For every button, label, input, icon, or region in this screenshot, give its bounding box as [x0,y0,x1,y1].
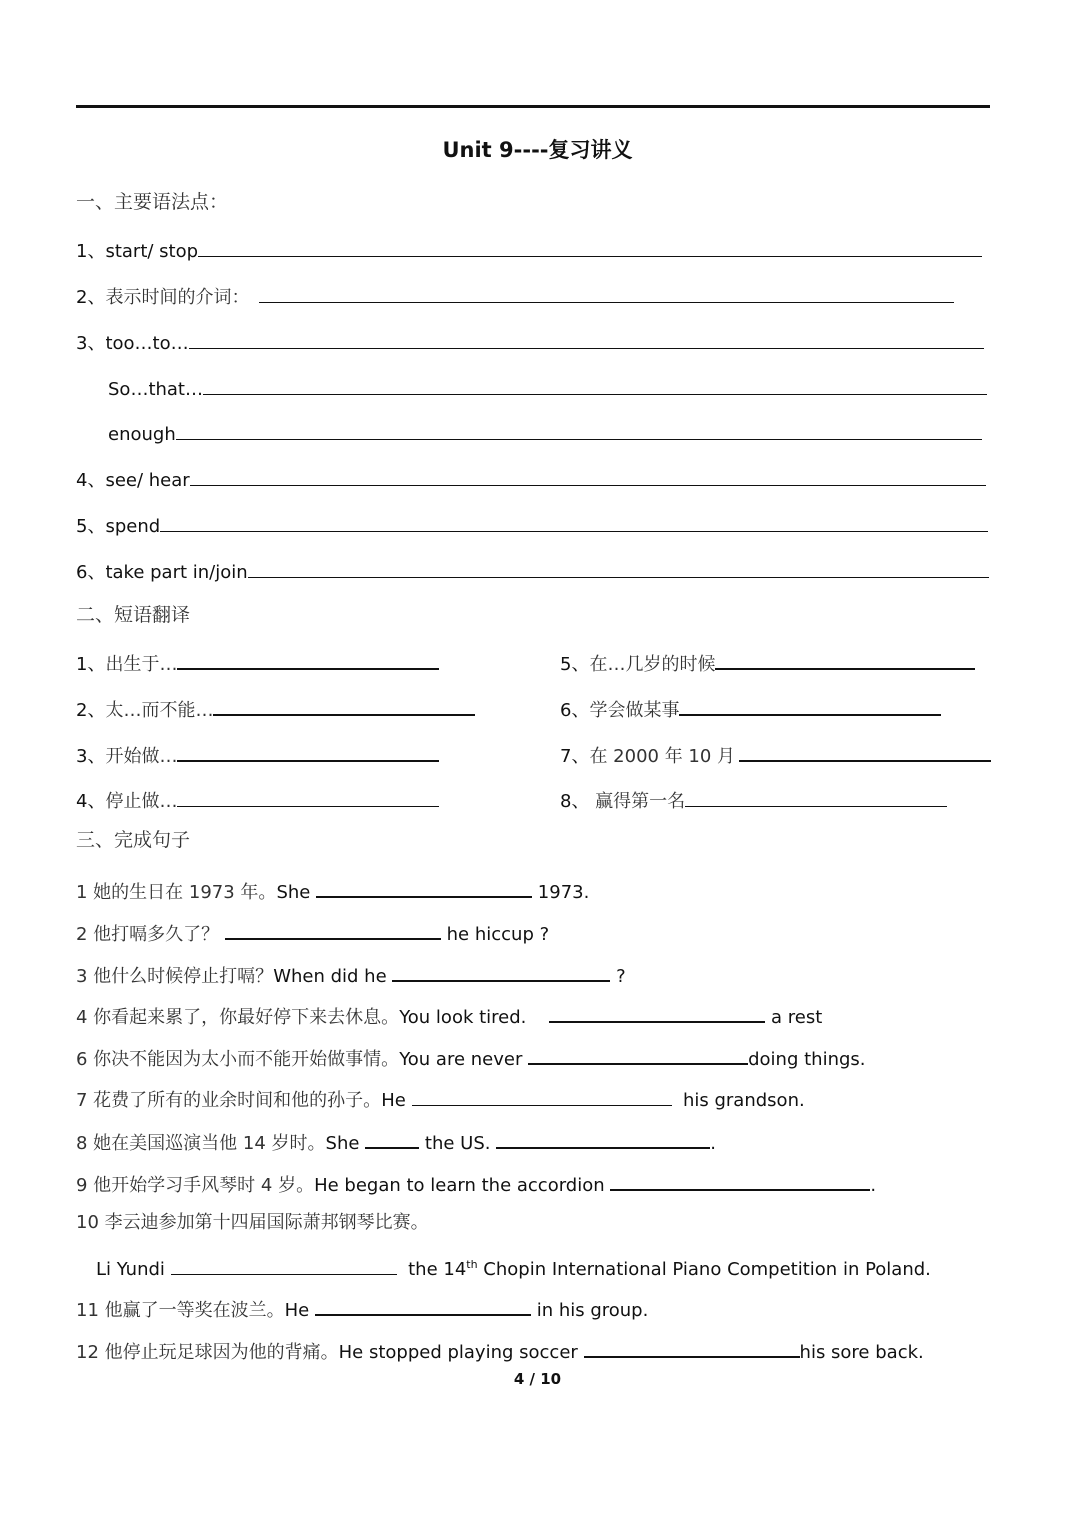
answer-blank[interactable] [715,648,975,670]
answer-blank[interactable] [685,786,947,807]
item-label: too…to… [105,333,189,354]
item-number: 5、 [560,654,590,675]
item-label: 学会做某事 [589,700,680,721]
item-number: 7、 [560,746,590,767]
sentence-suffix: his grandson. [671,1090,805,1111]
answer-blank[interactable] [584,1336,800,1358]
answer-blank[interactable] [412,1085,672,1106]
grammar-item [76,236,982,265]
answer-blank[interactable] [259,282,954,303]
item-number: 6、 [560,700,590,721]
sentence-2 [76,918,549,948]
item-number: 2、 [76,287,106,308]
item-number: 8、 [560,791,590,812]
sentence-6 [76,1043,866,1073]
answer-blank[interactable] [203,374,987,395]
sentence-chinese: 7 花费了所有的业余时间和他的孙子。 [76,1090,382,1111]
sentence-11 [76,1294,648,1324]
section1-heading: 一、主要语法点： [76,191,229,213]
item-number: 4、 [76,470,106,491]
answer-blank[interactable] [225,918,441,940]
sentence-prefix: When did he [273,966,393,987]
header-rule [76,105,990,108]
sentence-8 [76,1127,716,1157]
sentence-middle: the 14 [396,1259,467,1280]
item-number: 1、 [76,241,106,262]
answer-blank[interactable] [610,1169,870,1191]
sentence-suffix: ? [610,966,626,987]
sentence-prefix: She [276,882,317,903]
sentence-suffix: a rest [765,1007,823,1028]
sentence-9 [76,1169,876,1199]
item-label: 在 2000 年 10 月 [589,746,736,767]
sentence-suffix: Chopin International Piano Competition in Poland. [477,1259,931,1280]
phrase-item [76,648,439,678]
sentence-suffix: 1973. [532,882,590,903]
answer-blank[interactable] [315,1294,531,1316]
phrase-item [560,740,991,770]
answer-blank[interactable] [177,786,439,807]
section3-heading: 三、完成句子 [76,829,191,851]
section2-heading: 二、短语翻译 [76,604,191,626]
grammar-item [76,511,988,540]
item-label: spend [105,516,161,537]
sentence-suffix: he hiccup ? [440,924,550,945]
answer-blank[interactable] [365,1127,419,1149]
sentence-middle: the US. [419,1133,497,1154]
item-label: So…that… [108,379,203,400]
superscript: th [466,1258,478,1271]
sentence-prefix: You look tired. [399,1007,550,1028]
answer-blank[interactable] [679,694,941,716]
sentence-chinese: 12 他停止玩足球因为他的背痛。 [76,1342,339,1363]
answer-blank[interactable] [176,419,982,440]
sentence-chinese: 1 她的生日在 1973 年。 [76,882,277,903]
sentence-suffix: doing things. [748,1049,866,1070]
grammar-item [108,374,987,403]
item-number: 6、 [76,562,106,583]
item-label: 开始做… [105,746,178,767]
sentence-suffix: in his group. [530,1300,649,1321]
item-label: 表示时间的介词： [105,287,250,308]
grammar-item [76,557,989,586]
sentence-suffix: . [710,1133,716,1154]
sentence-suffix: . [870,1175,877,1196]
sentence-4 [76,1001,822,1031]
answer-blank[interactable] [189,328,984,349]
sentence-chinese: 11 他赢了一等奖在波兰。 [76,1300,285,1321]
answer-blank[interactable] [177,740,439,762]
sentence-chinese: 6 你决不能因为太小而不能开始做事情。 [76,1049,400,1070]
sentence-chinese: 9 他开始学习手风琴时 4 岁。 [76,1175,315,1196]
phrase-item [76,786,439,815]
grammar-item [76,282,954,311]
answer-blank[interactable] [213,694,475,716]
phrase-item [560,648,975,678]
sentence-prefix: You are never [399,1049,529,1070]
item-number: 3、 [76,333,106,354]
item-label: see/ hear [105,470,190,491]
item-number: 4、 [76,791,106,812]
grammar-item [76,465,986,494]
phrase-item [76,694,475,724]
answer-blank[interactable] [392,960,610,982]
sentence-prefix: She [325,1133,366,1154]
grammar-item [76,328,984,357]
page-number: 4 / 10 [513,1370,562,1388]
item-number: 5、 [76,516,106,537]
item-label: 在…几岁的时候 [589,654,716,675]
sentence-1 [76,876,589,906]
answer-blank[interactable] [160,511,988,532]
answer-blank[interactable] [190,465,986,486]
sentence-7 [76,1085,805,1114]
sentence-3 [76,960,626,990]
sentence-chinese: 8 她在美国巡演当他 14 岁时。 [76,1133,326,1154]
grammar-item [108,419,982,448]
answer-blank[interactable] [496,1127,710,1149]
item-label: 赢得第一名 [589,791,686,812]
item-label: 停止做… [105,791,178,812]
answer-blank[interactable] [248,557,989,578]
phrase-item [560,786,947,815]
sentence-chinese: 10 李云迪参加第十四届国际萧邦钢琴比赛。 [76,1212,429,1233]
sentence-chinese: 2 他打嗝多久了？ [76,924,225,945]
sentence-prefix: He began to learn the accordion [314,1175,611,1196]
answer-blank[interactable] [171,1254,397,1275]
item-label: take part in/join [105,562,248,583]
sentence-prefix: He stopped playing soccer [338,1342,584,1363]
answer-blank[interactable] [739,740,991,762]
answer-blank[interactable] [198,236,982,257]
item-label: enough [108,424,176,445]
item-number: 2、 [76,700,106,721]
sentence-10 [96,1252,931,1283]
answer-blank[interactable] [528,1043,748,1065]
sentence-suffix: his sore back. [799,1342,924,1363]
answer-blank[interactable] [177,648,439,670]
answer-blank[interactable] [316,876,532,898]
sentence-chinese: 3 他什么时候停止打嗝？ [76,966,274,987]
item-label: 太…而不能… [105,700,214,721]
item-label: start/ stop [105,241,199,262]
item-number: 3、 [76,746,106,767]
phrase-item [560,694,941,724]
item-label: 出生于… [105,654,178,675]
sentence-12 [76,1336,924,1366]
answer-blank[interactable] [549,1001,765,1023]
item-number: 1、 [76,654,106,675]
phrase-item [76,740,439,770]
sentence-prefix: Li Yundi [96,1259,171,1280]
page-title: Unit 9----复习讲义 [442,138,633,162]
sentence-chinese: 4 你看起来累了，你最好停下来去休息。 [76,1007,400,1028]
sentence-10-chinese [76,1210,429,1236]
sentence-prefix: He [284,1300,315,1321]
sentence-prefix: He [381,1090,412,1111]
